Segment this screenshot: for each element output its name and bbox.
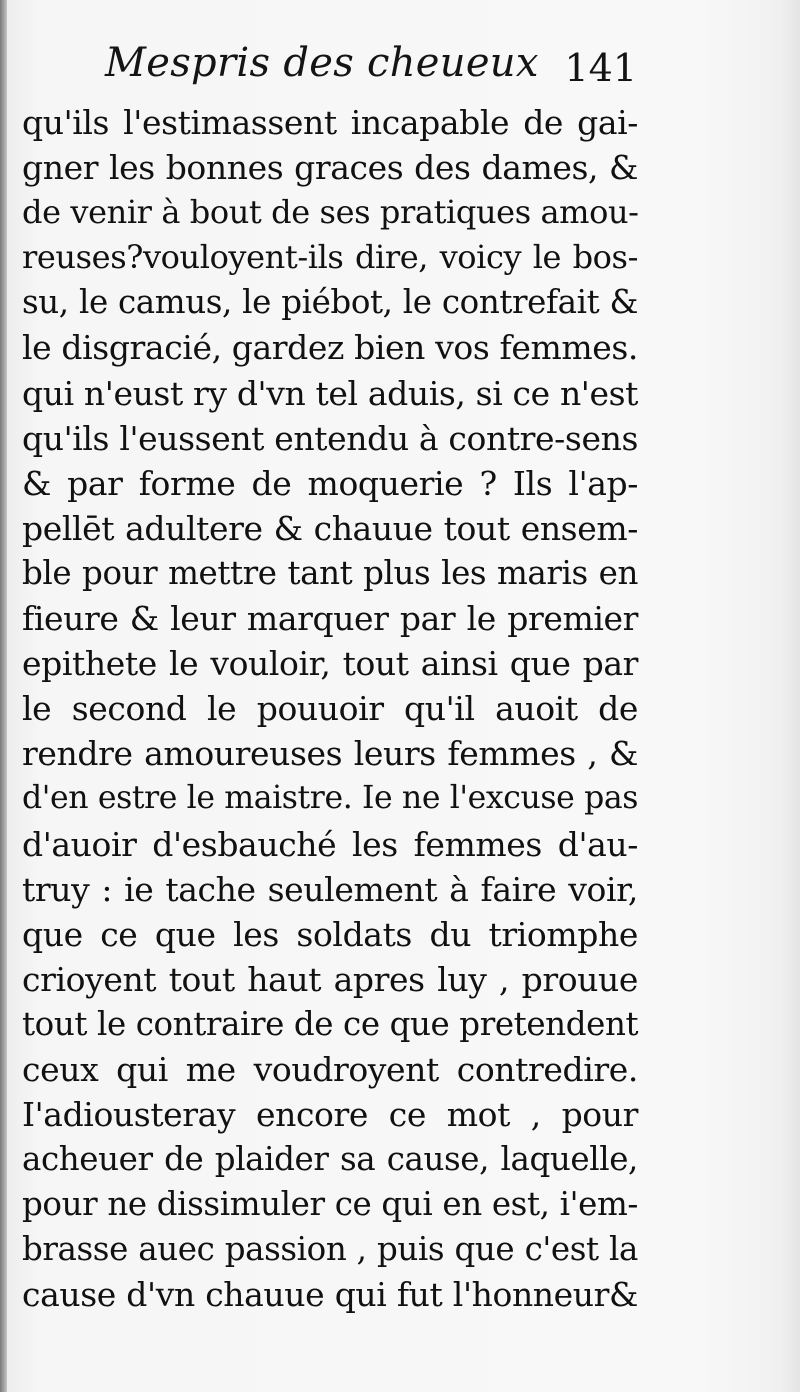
text-line: crioyent tout haut apres luy , prouue: [22, 959, 638, 999]
text-line: fieure & leur marquer par le premier: [22, 599, 638, 639]
text-line: ceux qui me voudroyent contredire.: [22, 1049, 638, 1089]
running-head: [105, 40, 645, 100]
text-line: epithete le vouloir, tout ainsi que par: [22, 644, 638, 684]
text-line: d'en estre le maistre. Ie ne l'excuse pas: [22, 780, 638, 817]
text-line: de venir à bout de ses pratiques amou-: [22, 193, 639, 232]
text-line: ble pour mettre tant plus les maris en: [22, 553, 638, 592]
text-line: que ce que les soldats du triomphe: [22, 914, 638, 954]
text-line: reuses?vouloyent-ils dire, voicy le bos-: [22, 238, 638, 277]
text-line: su, le camus, le piébot, le contrefait &: [22, 283, 638, 322]
text-line: qui n'eust ry d'vn tel aduis, si ce n'est: [22, 373, 638, 413]
body-text: [22, 100, 638, 1318]
text-line: I'adiousteray encore ce mot , pour: [22, 1095, 638, 1135]
text-line: d'auoir d'esbauché les femmes d'au-: [22, 824, 638, 864]
text-line: gner les bonnes graces des dames, &: [22, 148, 638, 188]
text-line: truy : ie tache seulement à faire voir,: [22, 869, 638, 909]
text-line: cause d'vn chauue qui fut l'honneur&: [22, 1275, 638, 1315]
text-line: tout le contraire de ce que pretendent: [22, 1004, 639, 1043]
text-line: qu'ils l'estimassent incapable de gai-: [22, 103, 638, 142]
text-line: brasse auec passion , puis que c'est la: [22, 1230, 638, 1269]
text-line: pour ne dissimuler ce qui en est, i'em-: [22, 1185, 638, 1224]
text-line: qu'ils l'eussent entendu à contre-sens: [22, 418, 638, 458]
page-gutter-shadow: [0, 0, 7, 1392]
running-title: Mespris des cheueux: [105, 40, 539, 86]
text-line: le second le pouuoir qu'il auoit de: [22, 689, 638, 729]
text-line: acheuer de plaider sa cause, laquelle,: [22, 1140, 638, 1179]
text-line: & par forme de moquerie ? Ils l'ap-: [22, 463, 638, 503]
text-line: pellēt adultere & chauue tout ensem-: [22, 508, 638, 548]
text-line: rendre amoureuses leurs femmes , &: [22, 734, 638, 774]
page-number: 141: [564, 46, 637, 90]
text-line: le disgracié, gardez bien vos femmes.: [22, 328, 638, 368]
